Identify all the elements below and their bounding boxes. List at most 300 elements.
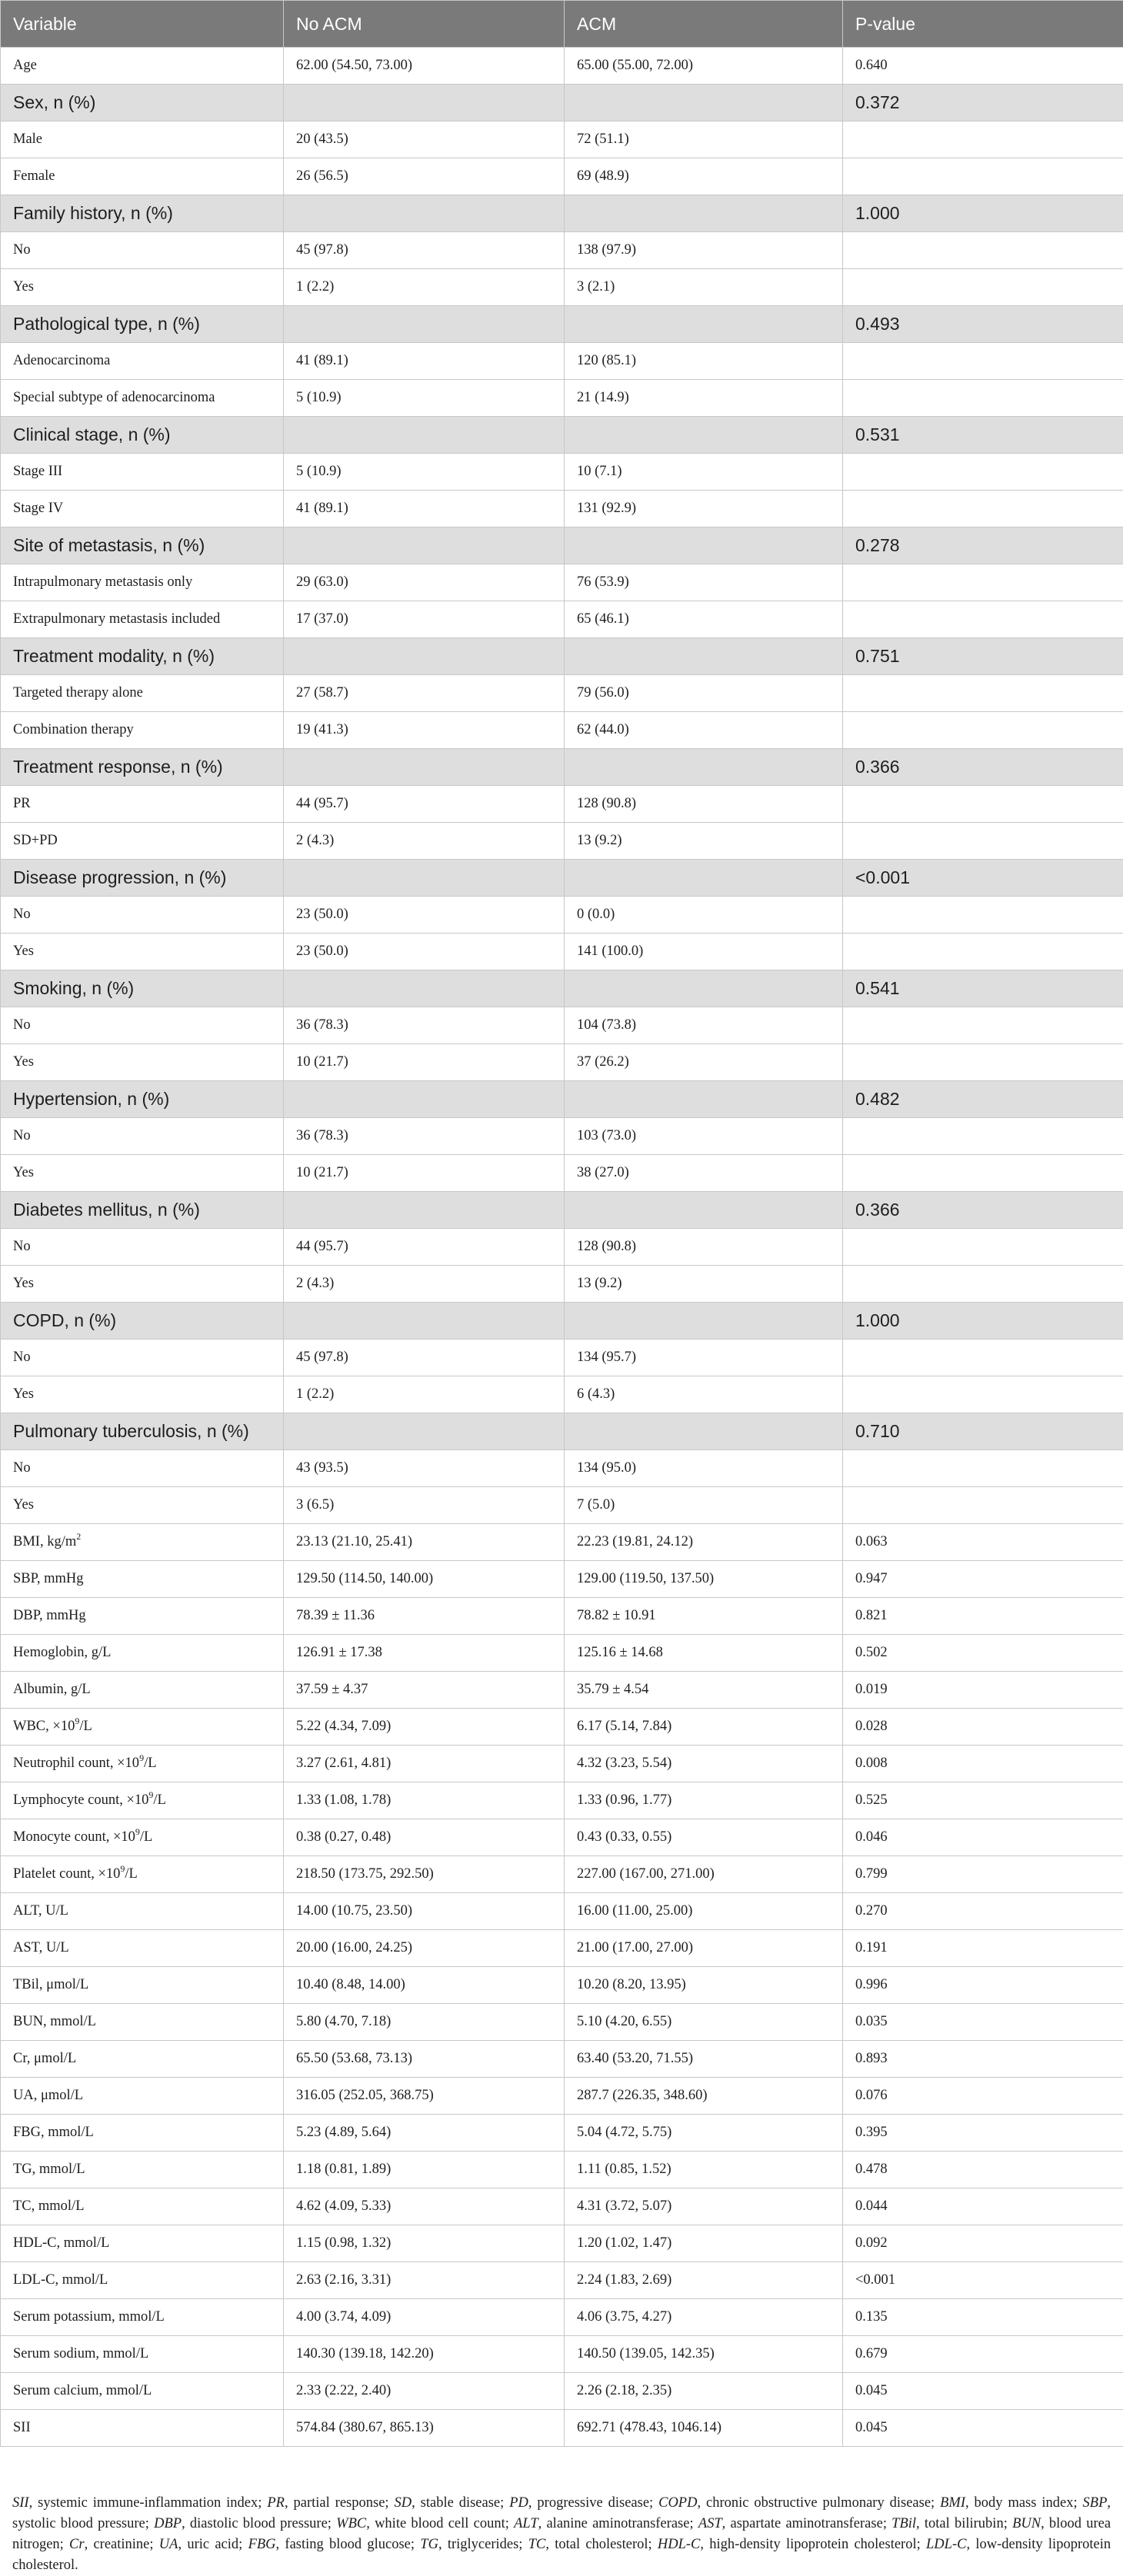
p-value-cell <box>843 712 1123 749</box>
abbreviation: TBil <box>891 2516 916 2531</box>
table-row <box>1 1450 1123 1487</box>
table-row <box>1 675 1123 712</box>
variable-cell <box>1 1856 284 1893</box>
p-value-cell: 0.482 <box>843 1081 1123 1118</box>
table-row <box>1 1118 1123 1155</box>
unit-superscript: 9 <box>75 1716 79 1726</box>
abbreviation-definition: systolic blood pressure <box>12 2516 145 2531</box>
abbreviation: HDL-C <box>658 2537 701 2552</box>
group-header-row <box>1 195 1123 232</box>
p-value-cell: 0.947 <box>843 1561 1123 1598</box>
table-row <box>1 1893 1123 1930</box>
unit-suffix: /L <box>140 1829 152 1845</box>
variable-cell: Hemoglobin, g/L <box>1 1635 284 1672</box>
no-acm-cell <box>284 1413 565 1450</box>
variable-cell: No <box>1 1229 284 1266</box>
p-value-cell: 0.044 <box>843 2188 1123 2225</box>
p-value-cell <box>843 380 1123 417</box>
acm-cell: 1.33 (0.96, 1.77) <box>565 1782 843 1819</box>
no-acm-cell: 218.50 (173.75, 292.50) <box>284 1856 565 1893</box>
acm-cell <box>565 970 843 1007</box>
table-row <box>1 1782 1123 1819</box>
no-acm-cell <box>284 85 565 121</box>
p-value-cell <box>843 454 1123 491</box>
acm-cell: 138 (97.9) <box>565 232 843 269</box>
acm-cell: 10.20 (8.20, 13.95) <box>565 1967 843 2004</box>
header-acm: ACM <box>565 1 843 48</box>
acm-cell <box>565 528 843 564</box>
abbreviation: BMI <box>940 2495 965 2511</box>
variable-cell <box>1 1746 284 1782</box>
p-value-cell <box>843 121 1123 158</box>
no-acm-cell: 41 (89.1) <box>284 491 565 528</box>
variable-cell: Diabetes mellitus, n (%) <box>1 1192 284 1229</box>
no-acm-cell: 41 (89.1) <box>284 343 565 380</box>
no-acm-cell: 17 (37.0) <box>284 601 565 638</box>
abbreviation: COPD <box>658 2495 697 2511</box>
acm-cell <box>565 306 843 343</box>
no-acm-cell <box>284 195 565 232</box>
abbreviation-definition: stable disease <box>421 2495 501 2511</box>
acm-cell <box>565 860 843 897</box>
variable-cell: Site of metastasis, n (%) <box>1 528 284 564</box>
p-value-cell: 0.502 <box>843 1635 1123 1672</box>
no-acm-cell: 14.00 (10.75, 23.50) <box>284 1893 565 1930</box>
p-value-cell: 0.046 <box>843 1819 1123 1856</box>
p-value-cell: 0.019 <box>843 1672 1123 1709</box>
variable-cell: Serum calcium, mmol/L <box>1 2373 284 2410</box>
no-acm-cell: 1.15 (0.98, 1.32) <box>284 2225 565 2262</box>
group-header-row <box>1 1303 1123 1340</box>
no-acm-cell: 65.50 (53.68, 73.13) <box>284 2041 565 2078</box>
acm-cell: 21 (14.9) <box>565 380 843 417</box>
variable-cell: TBil, μmol/L <box>1 1967 284 2004</box>
no-acm-cell: 43 (93.5) <box>284 1450 565 1487</box>
no-acm-cell: 574.84 (380.67, 865.13) <box>284 2410 565 2447</box>
unit-superscript: 2 <box>76 1531 81 1542</box>
variable-cell: Targeted therapy alone <box>1 675 284 712</box>
variable-cell <box>1 1782 284 1819</box>
no-acm-cell: 3 (6.5) <box>284 1487 565 1524</box>
p-value-cell: 0.395 <box>843 2115 1123 2152</box>
acm-cell: 35.79 ± 4.54 <box>565 1672 843 1709</box>
no-acm-cell <box>284 638 565 675</box>
variable-cell: SD+PD <box>1 823 284 860</box>
variable-cell: Stage IV <box>1 491 284 528</box>
p-value-cell: 0.278 <box>843 528 1123 564</box>
p-value-cell: 0.035 <box>843 2004 1123 2041</box>
variable-cell: Cr, μmol/L <box>1 2041 284 2078</box>
p-value-cell <box>843 1450 1123 1487</box>
variable-cell: Yes <box>1 269 284 306</box>
unit-superscript: 9 <box>135 1826 140 1837</box>
no-acm-cell: 36 (78.3) <box>284 1007 565 1044</box>
no-acm-cell: 1.33 (1.08, 1.78) <box>284 1782 565 1819</box>
p-value-cell: 0.493 <box>843 306 1123 343</box>
no-acm-cell: 27 (58.7) <box>284 675 565 712</box>
no-acm-cell: 2.63 (2.16, 3.31) <box>284 2262 565 2299</box>
variable-cell: Combination therapy <box>1 712 284 749</box>
table-row <box>1 269 1123 306</box>
variable-cell: Sex, n (%) <box>1 85 284 121</box>
acm-cell <box>565 749 843 786</box>
acm-cell <box>565 417 843 454</box>
acm-cell: 10 (7.1) <box>565 454 843 491</box>
abbreviation: SD <box>394 2495 412 2511</box>
no-acm-cell: 45 (97.8) <box>284 1340 565 1376</box>
no-acm-cell: 62.00 (54.50, 73.00) <box>284 48 565 85</box>
p-value-cell: 0.821 <box>843 1598 1123 1635</box>
no-acm-cell <box>284 306 565 343</box>
p-value-cell <box>843 1266 1123 1303</box>
no-acm-cell <box>284 1081 565 1118</box>
header-variable: Variable <box>1 1 284 48</box>
abbreviation-definition: high-density lipoprotein cholesterol <box>709 2537 916 2552</box>
p-value-cell <box>843 1229 1123 1266</box>
variable-cell: ALT, U/L <box>1 1893 284 1930</box>
acm-cell: 287.7 (226.35, 348.60) <box>565 2078 843 2115</box>
table-row <box>1 2152 1123 2188</box>
group-header-row <box>1 638 1123 675</box>
group-header-row <box>1 1413 1123 1450</box>
abbreviation-definition: partial response <box>294 2495 385 2511</box>
unit-suffix: /L <box>153 1792 165 1808</box>
abbreviation: LDL-C <box>926 2537 966 2552</box>
acm-cell: 140.50 (139.05, 142.35) <box>565 2336 843 2373</box>
variable-cell: No <box>1 1450 284 1487</box>
no-acm-cell <box>284 417 565 454</box>
no-acm-cell: 3.27 (2.61, 4.81) <box>284 1746 565 1782</box>
header-row <box>1 1 1123 48</box>
p-value-cell <box>843 158 1123 195</box>
variable-cell: Yes <box>1 1376 284 1413</box>
p-value-cell: 0.063 <box>843 1524 1123 1561</box>
variable-cell: Smoking, n (%) <box>1 970 284 1007</box>
acm-cell: 692.71 (478.43, 1046.14) <box>565 2410 843 2447</box>
acm-cell: 79 (56.0) <box>565 675 843 712</box>
table-row <box>1 454 1123 491</box>
group-header-row <box>1 860 1123 897</box>
acm-cell: 128 (90.8) <box>565 786 843 823</box>
acm-cell: 0.43 (0.33, 0.55) <box>565 1819 843 1856</box>
p-value-cell: <0.001 <box>843 860 1123 897</box>
acm-cell <box>565 85 843 121</box>
abbreviation: FBG <box>248 2537 276 2552</box>
table-row <box>1 1709 1123 1746</box>
acm-cell: 5.10 (4.20, 6.55) <box>565 2004 843 2041</box>
no-acm-cell: 126.91 ± 17.38 <box>284 1635 565 1672</box>
table-row <box>1 2188 1123 2225</box>
table-row <box>1 2410 1123 2447</box>
p-value-cell <box>843 934 1123 970</box>
acm-cell: 72 (51.1) <box>565 121 843 158</box>
p-value-cell: 0.531 <box>843 417 1123 454</box>
acm-cell <box>565 195 843 232</box>
no-acm-cell: 5.22 (4.34, 7.09) <box>284 1709 565 1746</box>
variable-cell: Yes <box>1 1487 284 1524</box>
table-row <box>1 2004 1123 2041</box>
p-value-cell: 0.372 <box>843 85 1123 121</box>
p-value-cell: 0.751 <box>843 638 1123 675</box>
variable-cell: FBG, mmol/L <box>1 2115 284 2152</box>
p-value-cell: 0.366 <box>843 1192 1123 1229</box>
no-acm-cell: 1 (2.2) <box>284 1376 565 1413</box>
p-value-cell: 0.135 <box>843 2299 1123 2336</box>
variable-cell: Treatment response, n (%) <box>1 749 284 786</box>
acm-cell: 227.00 (167.00, 271.00) <box>565 1856 843 1893</box>
group-header-row <box>1 85 1123 121</box>
abbreviation: AST <box>698 2516 722 2531</box>
abbreviation-definition: progressive disease <box>537 2495 649 2511</box>
p-value-cell: 0.092 <box>843 2225 1123 2262</box>
p-value-cell <box>843 343 1123 380</box>
acm-cell: 131 (92.9) <box>565 491 843 528</box>
variable-cell: Extrapulmonary metastasis included <box>1 601 284 638</box>
acm-cell: 38 (27.0) <box>565 1155 843 1192</box>
header-p-value: P-value <box>843 1 1123 48</box>
table-row <box>1 232 1123 269</box>
abbreviation-definition: systemic immune-inflammation index <box>38 2495 258 2511</box>
unit-superscript: 9 <box>139 1752 144 1763</box>
p-value-cell <box>843 491 1123 528</box>
table-row <box>1 1007 1123 1044</box>
variable-cell: Serum sodium, mmol/L <box>1 2336 284 2373</box>
unit-suffix: /L <box>79 1719 92 1734</box>
p-value-cell <box>843 1044 1123 1081</box>
p-value-cell <box>843 1007 1123 1044</box>
p-value-cell <box>843 1340 1123 1376</box>
no-acm-cell: 140.30 (139.18, 142.20) <box>284 2336 565 2373</box>
p-value-cell <box>843 1118 1123 1155</box>
variable-cell: Stage III <box>1 454 284 491</box>
variable-cell: Treatment modality, n (%) <box>1 638 284 675</box>
abbreviation: SII <box>12 2495 29 2511</box>
variable-cell: Yes <box>1 1266 284 1303</box>
p-value-cell: 0.541 <box>843 970 1123 1007</box>
acm-cell: 63.40 (53.20, 71.55) <box>565 2041 843 2078</box>
abbreviation: DBP <box>154 2516 182 2531</box>
variable-cell: HDL-C, mmol/L <box>1 2225 284 2262</box>
acm-cell: 13 (9.2) <box>565 823 843 860</box>
unit-superscript: 9 <box>120 1863 125 1874</box>
acm-cell: 78.82 ± 10.91 <box>565 1598 843 1635</box>
table-row <box>1 121 1123 158</box>
no-acm-cell: 44 (95.7) <box>284 786 565 823</box>
no-acm-cell <box>284 1303 565 1340</box>
group-header-row <box>1 417 1123 454</box>
variable-cell: AST, U/L <box>1 1930 284 1967</box>
abbreviation-definition: low-density lipoprotein cholesterol <box>12 2537 1111 2573</box>
variable-label: WBC, ×10 <box>13 1719 75 1734</box>
variable-cell: No <box>1 1340 284 1376</box>
table-row <box>1 897 1123 934</box>
p-value-cell <box>843 897 1123 934</box>
no-acm-cell: 5.23 (4.89, 5.64) <box>284 2115 565 2152</box>
no-acm-cell: 78.39 ± 11.36 <box>284 1598 565 1635</box>
group-header-row <box>1 306 1123 343</box>
no-acm-cell <box>284 528 565 564</box>
acm-cell: 21.00 (17.00, 27.00) <box>565 1930 843 1967</box>
abbreviation: PR <box>267 2495 285 2511</box>
table-row <box>1 1930 1123 1967</box>
abbreviation-definition: fasting blood glucose <box>285 2537 411 2552</box>
acm-cell: 3 (2.1) <box>565 269 843 306</box>
variable-cell: TC, mmol/L <box>1 2188 284 2225</box>
group-header-row <box>1 528 1123 564</box>
no-acm-cell: 5 (10.9) <box>284 380 565 417</box>
variable-cell: Serum potassium, mmol/L <box>1 2299 284 2336</box>
variable-cell: BUN, mmol/L <box>1 2004 284 2041</box>
acm-cell: 120 (85.1) <box>565 343 843 380</box>
table-row <box>1 2262 1123 2299</box>
no-acm-cell: 0.38 (0.27, 0.48) <box>284 1819 565 1856</box>
variable-cell: SII <box>1 2410 284 2447</box>
no-acm-cell: 4.62 (4.09, 5.33) <box>284 2188 565 2225</box>
abbreviation-definition: blood urea nitrogen <box>12 2516 1111 2552</box>
group-header-row <box>1 1192 1123 1229</box>
table-row <box>1 2225 1123 2262</box>
table-row <box>1 1340 1123 1376</box>
acm-cell: 141 (100.0) <box>565 934 843 970</box>
p-value-cell: 0.679 <box>843 2336 1123 2373</box>
p-value-cell: 0.996 <box>843 1967 1123 2004</box>
acm-cell: 104 (73.8) <box>565 1007 843 1044</box>
variable-label: BMI, kg/m <box>13 1534 76 1549</box>
table-row <box>1 1856 1123 1893</box>
p-value-cell: 0.799 <box>843 1856 1123 1893</box>
acm-cell: 65 (46.1) <box>565 601 843 638</box>
p-value-cell: 1.000 <box>843 195 1123 232</box>
abbreviation: Cr <box>69 2537 85 2552</box>
variable-cell: Family history, n (%) <box>1 195 284 232</box>
variable-cell: Albumin, g/L <box>1 1672 284 1709</box>
no-acm-cell: 2 (4.3) <box>284 823 565 860</box>
variable-label: Neutrophil count, ×10 <box>13 1756 139 1771</box>
acm-cell: 134 (95.7) <box>565 1340 843 1376</box>
no-acm-cell: 5 (10.9) <box>284 454 565 491</box>
variable-cell: Pulmonary tuberculosis, n (%) <box>1 1413 284 1450</box>
acm-cell: 134 (95.0) <box>565 1450 843 1487</box>
abbreviation-definition: creatinine <box>93 2537 149 2552</box>
table-header <box>1 1 1123 48</box>
p-value-cell <box>843 1376 1123 1413</box>
no-acm-cell <box>284 1192 565 1229</box>
acm-cell <box>565 1303 843 1340</box>
no-acm-cell: 26 (56.5) <box>284 158 565 195</box>
variable-cell: Female <box>1 158 284 195</box>
variable-cell: UA, μmol/L <box>1 2078 284 2115</box>
no-acm-cell: 23 (50.0) <box>284 934 565 970</box>
p-value-cell: 0.076 <box>843 2078 1123 2115</box>
acm-cell <box>565 1081 843 1118</box>
group-header-row <box>1 1081 1123 1118</box>
acm-cell: 4.32 (3.23, 5.54) <box>565 1746 843 1782</box>
table-row <box>1 2299 1123 2336</box>
p-value-cell <box>843 675 1123 712</box>
acm-cell: 4.06 (3.75, 4.27) <box>565 2299 843 2336</box>
variable-cell: Intrapulmonary metastasis only <box>1 564 284 601</box>
variable-cell: Yes <box>1 1155 284 1192</box>
abbreviation: ALT <box>514 2516 538 2531</box>
no-acm-cell: 316.05 (252.05, 368.75) <box>284 2078 565 2115</box>
variable-cell: Hypertension, n (%) <box>1 1081 284 1118</box>
variable-cell: PR <box>1 786 284 823</box>
table-row <box>1 1967 1123 2004</box>
no-acm-cell: 5.80 (4.70, 7.18) <box>284 2004 565 2041</box>
no-acm-cell: 20.00 (16.00, 24.25) <box>284 1930 565 1967</box>
acm-cell: 6.17 (5.14, 7.84) <box>565 1709 843 1746</box>
p-value-cell: 1.000 <box>843 1303 1123 1340</box>
no-acm-cell: 10 (21.7) <box>284 1044 565 1081</box>
acm-cell: 7 (5.0) <box>565 1487 843 1524</box>
no-acm-cell: 20 (43.5) <box>284 121 565 158</box>
no-acm-cell: 37.59 ± 4.37 <box>284 1672 565 1709</box>
unit-superscript: 9 <box>148 1789 153 1800</box>
table-row <box>1 1598 1123 1635</box>
no-acm-cell: 23 (50.0) <box>284 897 565 934</box>
acm-cell: 6 (4.3) <box>565 1376 843 1413</box>
acm-cell: 62 (44.0) <box>565 712 843 749</box>
no-acm-cell: 10 (21.7) <box>284 1155 565 1192</box>
abbreviation: TC <box>528 2537 546 2552</box>
acm-cell <box>565 1413 843 1450</box>
acm-cell <box>565 638 843 675</box>
table-row <box>1 343 1123 380</box>
abbreviation: PD <box>509 2495 528 2511</box>
abbreviation-definition: uric acid <box>187 2537 238 2552</box>
variable-cell: No <box>1 1007 284 1044</box>
table-row <box>1 1672 1123 1709</box>
abbreviation: UA <box>159 2537 178 2552</box>
abbreviation-definition: white blood cell count <box>375 2516 505 2531</box>
table-row <box>1 712 1123 749</box>
table-footnote: SII, systemic immune-inflammation index; PR, partial response; SD, stable disease; PD, progressive disease; COPD, chronic obstructive pulmonary disease; BMI, body mass index; SBP, systolic blood pressure; DBP, diastolic blood pressure; WBC, white blood cell count; ALT, alanine aminotransferase; AST, aspartate aminotransferase; TBil, total bilirubin; BUN, blood urea nitrogen; Cr, creatinine; UA, uric acid; FBG, fasting blood glucose; TG, triglycerides; TC, total cholesterol; HDL-C, high-density lipoprotein cholesterol; LDL-C, low-density lipoprotein cholesterol. <box>12 2493 1111 2576</box>
table-row <box>1 1229 1123 1266</box>
no-acm-cell <box>284 749 565 786</box>
p-value-cell <box>843 232 1123 269</box>
acm-cell: 2.26 (2.18, 2.35) <box>565 2373 843 2410</box>
acm-cell: 37 (26.2) <box>565 1044 843 1081</box>
variable-cell: Pathological type, n (%) <box>1 306 284 343</box>
acm-cell: 65.00 (55.00, 72.00) <box>565 48 843 85</box>
acm-cell <box>565 1192 843 1229</box>
table-row <box>1 2078 1123 2115</box>
variable-cell: SBP, mmHg <box>1 1561 284 1598</box>
p-value-cell <box>843 1487 1123 1524</box>
p-value-cell: 0.366 <box>843 749 1123 786</box>
acm-cell: 128 (90.8) <box>565 1229 843 1266</box>
p-value-cell <box>843 269 1123 306</box>
table-row <box>1 934 1123 970</box>
group-header-row <box>1 749 1123 786</box>
abbreviation-definition: alanine aminotransferase <box>546 2516 689 2531</box>
variable-cell: Yes <box>1 1044 284 1081</box>
table-row <box>1 564 1123 601</box>
acm-cell: 69 (48.9) <box>565 158 843 195</box>
variable-cell: Clinical stage, n (%) <box>1 417 284 454</box>
acm-cell: 16.00 (11.00, 25.00) <box>565 1893 843 1930</box>
table-row <box>1 1524 1123 1561</box>
table-row <box>1 1266 1123 1303</box>
variable-cell <box>1 1524 284 1561</box>
variable-label: Monocyte count, ×10 <box>13 1829 135 1845</box>
p-value-cell: 0.045 <box>843 2410 1123 2447</box>
acm-cell: 2.24 (1.83, 2.69) <box>565 2262 843 2299</box>
variable-cell: DBP, mmHg <box>1 1598 284 1635</box>
variable-cell: Special subtype of adenocarcinoma <box>1 380 284 417</box>
variable-cell: TG, mmol/L <box>1 2152 284 2188</box>
table-row <box>1 2041 1123 2078</box>
